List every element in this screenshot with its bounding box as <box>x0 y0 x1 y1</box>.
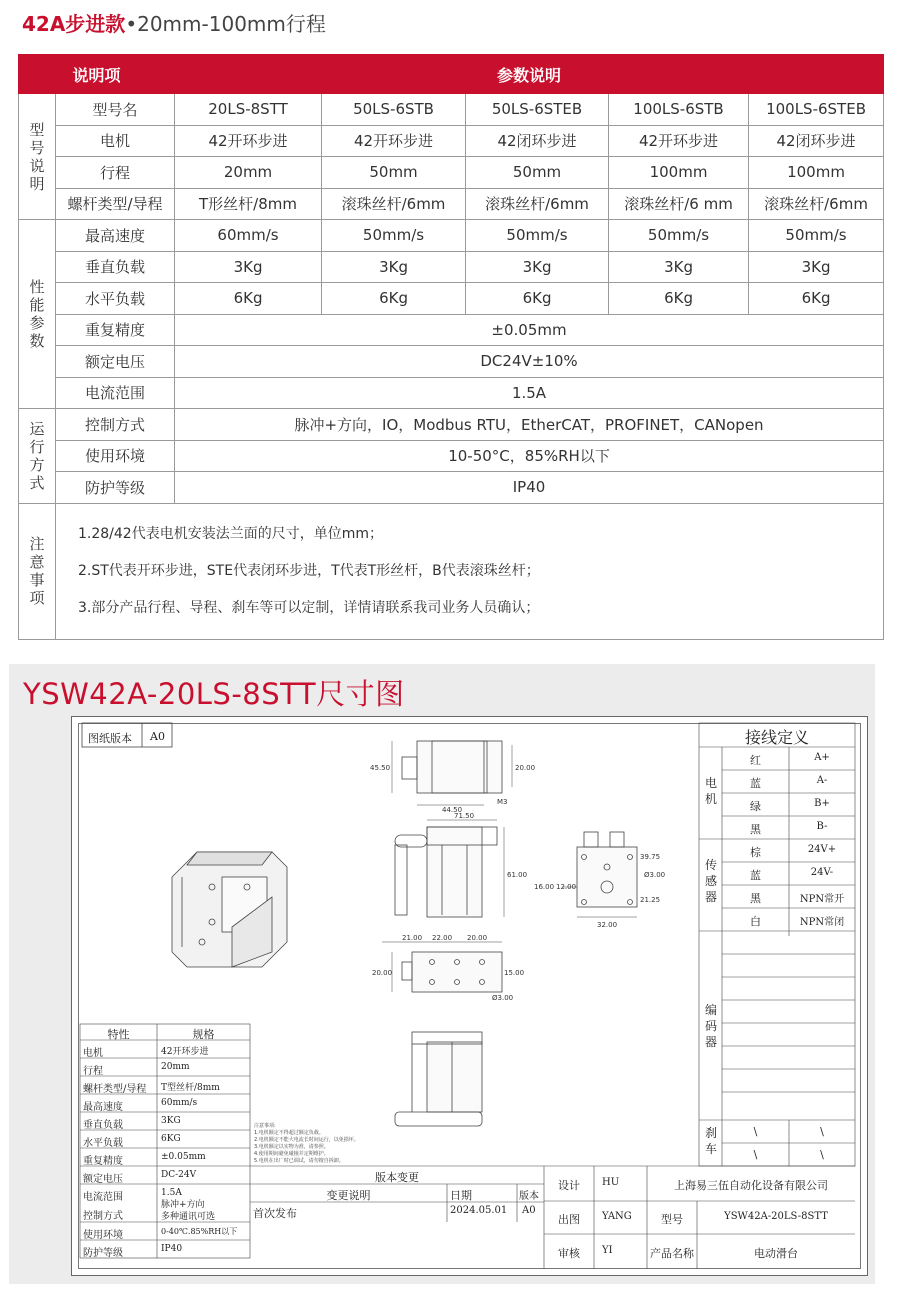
spec-box-val: 0-40℃.85%RH以下 <box>161 1227 238 1236</box>
group-performance: 性能参数 <box>19 220 56 409</box>
product-value: 电动滑台 <box>754 1247 798 1260</box>
cell: 100LS-6STEB <box>749 94 884 126</box>
cell: IP40 <box>175 472 884 504</box>
revision-date: 2024.05.01 <box>450 1205 508 1216</box>
iso-view <box>172 852 287 967</box>
wire-color: 白 <box>750 915 761 928</box>
revision-col-date: 日期 <box>450 1189 472 1202</box>
table-row <box>19 283 884 315</box>
spec-box-key: 额定电压 <box>83 1174 123 1185</box>
wire-color: 蓝 <box>750 869 761 882</box>
cell: DC24V±10% <box>175 346 884 378</box>
row-label: 使用环境 <box>56 440 175 472</box>
wiring-group-brake: 刹车 <box>704 1126 717 1156</box>
wire-signal: A- <box>816 775 828 786</box>
title-stroke: •20mm-100mm行程 <box>125 12 326 36</box>
spec-box-key: 控制方式 <box>83 1211 123 1222</box>
col-param-header: 参数说明 <box>175 55 884 94</box>
dim-label: 20.00 <box>372 969 393 977</box>
cell: 50mm/s <box>466 220 609 252</box>
tech-note: 3.电机额定以实物为准，请参照。 <box>254 1144 329 1150</box>
dim-label: 45.50 <box>370 764 391 772</box>
cell: 50mm/s <box>749 220 884 252</box>
table-row <box>19 94 884 126</box>
spec-box-key: 行程 <box>83 1066 103 1077</box>
cell: 42闭环步进 <box>466 125 609 157</box>
group-model: 型号说明 <box>19 94 56 220</box>
spec-box-key: 最高速度 <box>83 1102 123 1113</box>
spec-box-val: IP40 <box>161 1244 183 1254</box>
wire-signal: NPN常开 <box>799 894 845 905</box>
company-name: 上海易三伍自动化设备有限公司 <box>674 1179 828 1192</box>
cell: 50LS-6STEB <box>466 94 609 126</box>
revision-col-ver: 版本 <box>519 1191 539 1202</box>
cell: 100LS-6STB <box>609 94 749 126</box>
cell: 20mm <box>175 157 322 189</box>
cell: 脉冲+方向，IO，Modbus RTU，EtherCAT，PROFINET，CANopen <box>175 409 884 441</box>
table-row <box>19 440 884 472</box>
spec-box-val: 脉冲+方向 多种通讯可选 <box>161 1200 216 1222</box>
dim-label: 71.50 <box>454 812 475 820</box>
spec-box-header: 特性 <box>107 1028 130 1041</box>
table-row <box>19 125 884 157</box>
dim-label: 39.75 <box>640 853 661 861</box>
cell: 10-50°C，85%RH以下 <box>175 440 884 472</box>
model-value: YSW42A-20LS-8STT <box>724 1211 828 1222</box>
spec-box-header: 规格 <box>192 1028 215 1041</box>
spec-box-key: 水平负载 <box>83 1138 123 1149</box>
cell: 100mm <box>749 157 884 189</box>
wire-signal: A+ <box>814 752 830 763</box>
dim-label: 22.00 <box>432 934 453 942</box>
top-view <box>392 741 512 805</box>
wire-signal: NPN常闭 <box>799 917 845 928</box>
wire-color: \ <box>753 1148 758 1161</box>
spec-box-val: T型丝杆/8mm <box>161 1083 220 1093</box>
table-row <box>19 157 884 189</box>
dim-label: Ø3.00 <box>492 994 514 1002</box>
table-row <box>19 409 884 441</box>
dim-label: 61.00 <box>507 871 528 879</box>
model-label: 型号 <box>661 1213 683 1226</box>
spec-box-val: 3KG <box>161 1116 181 1126</box>
wire-signal: \ <box>820 1148 824 1161</box>
table-row <box>19 220 884 252</box>
spec-box-key: 电机 <box>83 1048 103 1059</box>
cell: 50mm <box>322 157 466 189</box>
dim-label: Ø3.00 <box>644 871 666 879</box>
table-row <box>19 314 884 346</box>
dim-label: 12.00 <box>556 883 577 891</box>
wiring-group-sensor: 传感器 <box>704 858 717 904</box>
cell: 6Kg <box>322 283 466 315</box>
wire-color: 绿 <box>750 800 761 813</box>
table-row <box>19 472 884 504</box>
spec-box-val: 6KG <box>161 1134 181 1144</box>
wire-color: 棕 <box>750 846 761 859</box>
row-label: 水平负载 <box>56 283 175 315</box>
table-row <box>19 346 884 378</box>
cell: 6Kg <box>609 283 749 315</box>
spec-box-val: ±0.05mm <box>161 1152 206 1162</box>
cell: ±0.05mm <box>175 314 884 346</box>
dim-label: 21.25 <box>640 896 661 904</box>
wire-color: 红 <box>750 754 761 767</box>
wire-signal: \ <box>820 1125 824 1138</box>
spec-table <box>18 54 884 640</box>
col-item-header: 说明项 <box>19 55 175 94</box>
spec-box-val: 20mm <box>161 1062 190 1072</box>
version-label: 图纸版本 <box>88 732 132 745</box>
cell: 100mm <box>609 157 749 189</box>
cell: 6Kg <box>466 283 609 315</box>
title-product: 42A步进款 <box>22 12 126 36</box>
cell: 50mm/s <box>609 220 749 252</box>
wiring-title: 接线定义 <box>744 728 809 747</box>
row-label: 控制方式 <box>56 409 175 441</box>
spec-box-val: 1.5A <box>161 1188 182 1198</box>
drawing-label: 出图 <box>558 1213 580 1226</box>
drawing-title: YSW42A-20LS-8STT尺寸图 <box>23 677 405 711</box>
design-label: 设计 <box>558 1179 580 1192</box>
cell: T形丝杆/8mm <box>175 188 322 220</box>
wire-signal: B- <box>816 821 828 832</box>
tech-note: 2.电机额定不能大电流长时间运行，以免损坏。 <box>254 1137 359 1143</box>
dim-label: 15.00 <box>504 969 525 977</box>
cell: 6Kg <box>175 283 322 315</box>
wire-color: 黑 <box>750 823 761 836</box>
cell: 滚珠丝杆/6mm <box>466 188 609 220</box>
wiring-group-encoder: 编码器 <box>704 1003 717 1049</box>
table-row <box>19 377 884 409</box>
spec-box-key: 垂直负载 <box>83 1120 123 1131</box>
spec-box-key: 电流范围 <box>83 1192 123 1203</box>
row-label: 重复精度 <box>56 314 175 346</box>
dim-label: 32.00 <box>597 921 618 929</box>
cell: 3Kg <box>175 251 322 283</box>
dim-label: 44.50 <box>442 806 463 814</box>
row-label: 电流范围 <box>56 377 175 409</box>
drawing-value: YANG <box>602 1211 632 1222</box>
spec-box-key: 重复精度 <box>83 1156 123 1167</box>
row-label: 电机 <box>56 125 175 157</box>
table-row <box>19 188 884 220</box>
dim-label: M3 <box>497 798 508 806</box>
drawing-sheet <box>71 716 868 1276</box>
revision-ver: A0 <box>522 1205 536 1216</box>
row-label: 行程 <box>56 157 175 189</box>
dim-label: 20.00 <box>515 764 536 772</box>
cell: 1.5A <box>175 377 884 409</box>
spec-box-key: 使用环境 <box>83 1230 123 1241</box>
version-value: A0 <box>150 730 165 743</box>
notes-row <box>19 503 884 639</box>
cell: 20LS-8STT <box>175 94 322 126</box>
product-label: 产品名称 <box>650 1247 694 1260</box>
cell: 滚珠丝杆/6mm <box>322 188 466 220</box>
row-label: 垂直负载 <box>56 251 175 283</box>
group-notes: 注意事项 <box>19 503 56 639</box>
cell: 3Kg <box>322 251 466 283</box>
cell: 6Kg <box>749 283 884 315</box>
page-title <box>22 8 326 37</box>
wire-color: 黑 <box>750 892 761 905</box>
side-view <box>395 820 504 917</box>
cell: 50mm <box>466 157 609 189</box>
wiring-group-motor: 电机 <box>704 776 717 806</box>
revision-title: 版本变更 <box>375 1171 419 1184</box>
tech-note: 1.电机额定不得超过额定负载。 <box>254 1130 324 1136</box>
tech-note: 5.电机在出厂时已调试，请勿擅自拆卸。 <box>254 1158 344 1164</box>
revision-desc: 首次发布 <box>253 1207 297 1220</box>
dim-label: 20.00 <box>467 934 488 942</box>
dim-label: 21.00 <box>402 934 423 942</box>
spec-header-row <box>19 55 884 94</box>
wire-color: \ <box>753 1125 758 1138</box>
cell: 50mm/s <box>322 220 466 252</box>
revision-col-desc: 变更说明 <box>326 1189 371 1202</box>
row-label: 型号名 <box>56 94 175 126</box>
wire-signal: 24V- <box>810 867 834 878</box>
cell: 42开环步进 <box>609 125 749 157</box>
note-item: 1.28/42代表电机安装法兰面的尺寸，单位mm； <box>78 525 383 542</box>
cell: 滚珠丝杆/6 mm <box>609 188 749 220</box>
spec-box-key: 防护等级 <box>83 1248 123 1259</box>
cell: 42开环步进 <box>175 125 322 157</box>
spec-box-val: DC-24V <box>161 1170 197 1180</box>
cell: 50LS-6STB <box>322 94 466 126</box>
cell: 3Kg <box>749 251 884 283</box>
tech-note: 注意事项: <box>254 1123 276 1129</box>
lower-view <box>395 1032 482 1126</box>
cell: 60mm/s <box>175 220 322 252</box>
row-label: 最高速度 <box>56 220 175 252</box>
design-value: HU <box>602 1177 620 1188</box>
notes-cell <box>56 503 884 639</box>
cell: 42开环步进 <box>322 125 466 157</box>
spec-box-key: 螺杆类型/导程 <box>83 1084 147 1095</box>
cell: 42闭环步进 <box>749 125 884 157</box>
cell: 3Kg <box>609 251 749 283</box>
group-operation: 运行方式 <box>19 409 56 504</box>
note-item: 3.部分产品行程、导程、刹车等可以定制，详情请联系我司业务人员确认； <box>78 599 540 616</box>
drawing-panel <box>9 664 875 1284</box>
tech-note: 4.使用期间避免碰撞并定期维护。 <box>254 1151 329 1157</box>
wire-color: 蓝 <box>750 777 761 790</box>
row-label: 防护等级 <box>56 472 175 504</box>
wire-signal: B+ <box>814 798 830 809</box>
cell: 滚珠丝杆/6mm <box>749 188 884 220</box>
end-view <box>562 832 637 917</box>
wire-signal: 24V+ <box>807 844 837 855</box>
spec-box-val: 60mm/s <box>161 1098 198 1108</box>
plan-view <box>382 942 502 992</box>
row-label: 螺杆类型/导程 <box>56 188 175 220</box>
dim-label: 16.00 <box>534 883 555 891</box>
cell: 3Kg <box>466 251 609 283</box>
review-value: YI <box>602 1245 613 1256</box>
row-label: 额定电压 <box>56 346 175 378</box>
note-item: 2.ST代表开环步进，STE代表闭环步进，T代表T形丝杆，B代表滚珠丝杆； <box>78 562 540 579</box>
review-label: 审核 <box>558 1247 580 1260</box>
spec-box-val: 42开环步进 <box>161 1047 209 1057</box>
table-row <box>19 251 884 283</box>
